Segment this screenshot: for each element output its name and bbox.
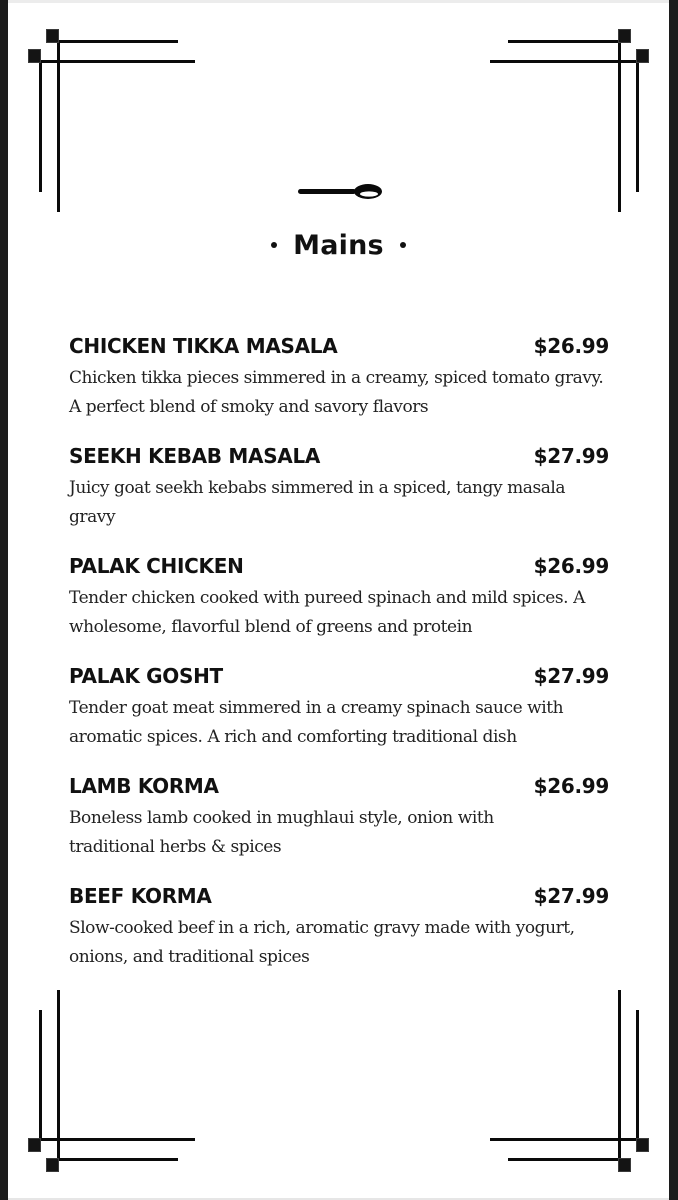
bullet-dot-icon: [400, 242, 406, 248]
item-price: $26.99: [533, 554, 609, 578]
menu-item: [69, 664, 609, 774]
menu-item: [69, 774, 609, 884]
section-title-text: Mains: [293, 230, 384, 261]
item-description: Tender goat meat simmered in a creamy spinach sauce with aromatic spices. A rich and comforting traditional dish: [69, 698, 564, 747]
section-title: [8, 230, 669, 261]
item-description: Boneless lamb cooked in mughlaui style, onion with traditional herbs & spices: [69, 808, 494, 857]
item-description: Chicken tikka pieces simmered in a creamy, spiced tomato gravy. A perfect blend of smoky and savory flavors: [69, 368, 604, 417]
item-name: CHICKEN TIKKA MASALA: [69, 334, 338, 358]
item-name: LAMB KORMA: [69, 774, 219, 798]
menu-item: [69, 884, 609, 994]
item-description: Slow-cooked beef in a rich, aromatic gravy made with yogurt, onions, and traditional spices: [69, 918, 575, 967]
item-name: PALAK GOSHT: [69, 664, 223, 688]
menu-page: [8, 0, 669, 1200]
menu-item: [69, 444, 609, 554]
menu-item: [69, 554, 609, 664]
item-description: Juicy goat seekh kebabs simmered in a spiced, tangy masala gravy: [69, 478, 566, 527]
item-price: $27.99: [533, 664, 609, 688]
item-price: $27.99: [533, 884, 609, 908]
menu-item-list: [69, 334, 609, 994]
item-description: Tender chicken cooked with pureed spinach and mild spices. A wholesome, flavorful blend of greens and protein: [69, 588, 585, 637]
bullet-dot-icon: [271, 242, 277, 248]
menu-item: [69, 334, 609, 444]
item-name: SEEKH KEBAB MASALA: [69, 444, 321, 468]
item-name: PALAK CHICKEN: [69, 554, 244, 578]
item-price: $26.99: [533, 334, 609, 358]
item-price: $26.99: [533, 774, 609, 798]
spoon-icon: [298, 183, 384, 203]
item-name: BEEF KORMA: [69, 884, 212, 908]
item-price: $27.99: [533, 444, 609, 468]
